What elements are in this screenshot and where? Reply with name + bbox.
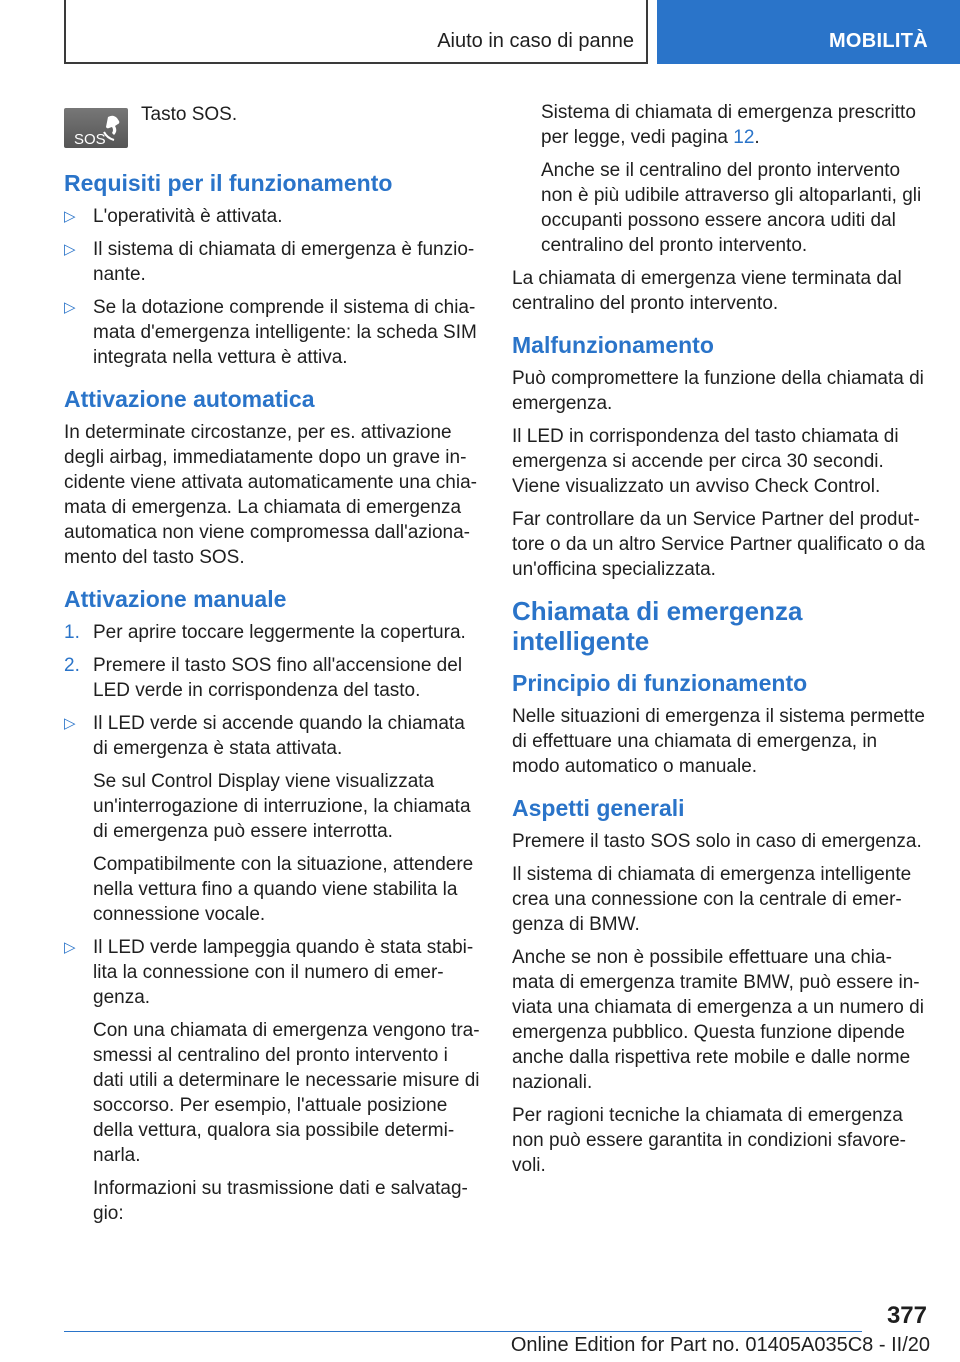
- list-item: 1. Per aprire toccare leggermente la copertura.: [64, 622, 466, 643]
- general-heading: Aspetti generali: [512, 795, 685, 821]
- list-item: ▷ Il LED verde si accende quando la chiamata di emergenza è stata attivata.: [64, 713, 465, 759]
- bullet-triangle-icon: ▷: [64, 715, 76, 732]
- principle-text: Nelle situazioni di emergenza il sistema permette di effettuare una chiamata di emergenza, in modo automatico o manuale.: [512, 706, 925, 777]
- sub-paragraph: Anche se il centralino del pronto intervento non è più udibile attraverso gli altoparlanti, gli occupanti possono essere ancora uditi dal centralino del pronto intervento.: [541, 160, 922, 256]
- sos-icon-text: SOS: [74, 131, 106, 148]
- bullet-triangle-icon: ▷: [64, 939, 76, 956]
- left-column: [64, 100, 480, 1234]
- general-text: Premere il tasto SOS solo in caso di emergenza.: [512, 831, 922, 852]
- sub-paragraph: Con una chiamata di emergenza vengono tra-smessi al centralino del pronto intervento i dati utili a determinare le necessarie misure di soccorso. Per esempio, l'attuale posizione della vettura, qualora sia possibile determi-narla.: [93, 1020, 480, 1166]
- malfunction-text: Può compromettere la funzione della chiamata di emergenza.: [512, 368, 924, 414]
- bullet-triangle-icon: ▷: [64, 208, 76, 225]
- principle-heading: Principio di funzionamento: [512, 670, 808, 696]
- intelligent-call-heading: Chiamata di emergenza intelligente: [512, 596, 803, 656]
- list-item: ▷ Il LED verde lampeggia quando è stata stabi-lita la connessione con il numero di emer-genza.: [64, 937, 474, 1008]
- sos-button-row: [64, 100, 480, 152]
- footer-divider: [64, 1331, 862, 1332]
- sub-paragraph: Compatibilmente con la situazione, attendere nella vettura fino a quando viene stabilita la connessione vocale.: [93, 854, 474, 925]
- header-chapter-title: MOBILITÀ: [828, 30, 928, 52]
- header-chapter-tab: [657, 0, 960, 64]
- malfunction-heading: Malfunzionamento: [512, 332, 714, 358]
- list-item: ▷ L'operatività è attivata.: [64, 206, 283, 227]
- manual-activation-heading: Attivazione manuale: [64, 586, 287, 612]
- step-number: 1.: [64, 622, 80, 643]
- bullet-triangle-icon: ▷: [64, 299, 76, 316]
- step-number: 2.: [64, 655, 80, 676]
- list-item: ▷ Se la dotazione comprende il sistema di chia-mata d'emergenza intelligente: la scheda SIM integrata nella vettura è attiva.: [64, 297, 477, 368]
- header-section-title: Aiuto in caso di panne: [437, 30, 634, 52]
- auto-activation-heading: Attivazione automatica: [64, 386, 315, 412]
- end-call-text: La chiamata di emergenza viene terminata dal centralino del pronto intervento.: [512, 268, 902, 314]
- page-reference-link[interactable]: 12: [733, 127, 755, 148]
- header-section-box: [64, 0, 648, 64]
- right-column: [512, 100, 928, 1186]
- footer-edition: Online Edition for Part no. 01405A035C8 - II/20: [510, 1334, 930, 1356]
- sos-label: Tasto SOS.: [141, 104, 238, 125]
- sub-paragraph: Se sul Control Display viene visualizzata un'interrogazione di interruzione, la chiamata di emergenza può essere interrotta.: [93, 771, 471, 842]
- general-text: Anche se non è possibile effettuare una chia-mata di emergenza tramite BMW, può essere in-viata una chiamata di emergenza a un numero di emergenza pubblico. Questa funzione dipende anche dalla rispettiva rete mobile e dalle norme nazionali.: [512, 947, 924, 1093]
- sub-paragraph: Informazioni su trasmissione dati e salvatag-gio:: [93, 1178, 468, 1224]
- malfunction-text: Far controllare da un Service Partner del produt-tore o da un altro Service Partner qualificato o da un'officina specializzata.: [512, 509, 925, 580]
- bullet-triangle-icon: ▷: [64, 241, 76, 258]
- list-item: 2. Premere il tasto SOS fino all'accensione del LED verde in corrispondenza del tasto.: [64, 655, 463, 701]
- auto-activation-text: In determinate circostanze, per es. attivazione degli airbag, immediatamente dopo un grave in-cidente viene attivata automaticamente una chia-mata di emergenza. La chiamata di emergenza automatica non viene compromessa dall'aziona-mento del tasto SOS.: [64, 422, 477, 568]
- requirements-heading: Requisiti per il funzionamento: [64, 170, 393, 196]
- page-number: 377: [886, 1302, 927, 1329]
- list-item: ▷ Il sistema di chiamata di emergenza è funzio-nante.: [64, 239, 475, 285]
- malfunction-text: Il LED in corrispondenza del tasto chiamata di emergenza si accende per circa 30 secondi. Viene visualizzato un avviso Check Control.: [512, 426, 899, 497]
- sub-paragraph: Sistema di chiamata di emergenza prescritto per legge, vedi pagina 12.: [541, 102, 916, 148]
- general-text: Il sistema di chiamata di emergenza intelligente crea una connessione con la centrale di emer-genza di BMW.: [512, 864, 912, 935]
- sos-button-icon: [64, 108, 128, 148]
- general-text: Per ragioni tecniche la chiamata di emergenza non può essere garantita in condizioni sfavore-voli.: [512, 1105, 906, 1176]
